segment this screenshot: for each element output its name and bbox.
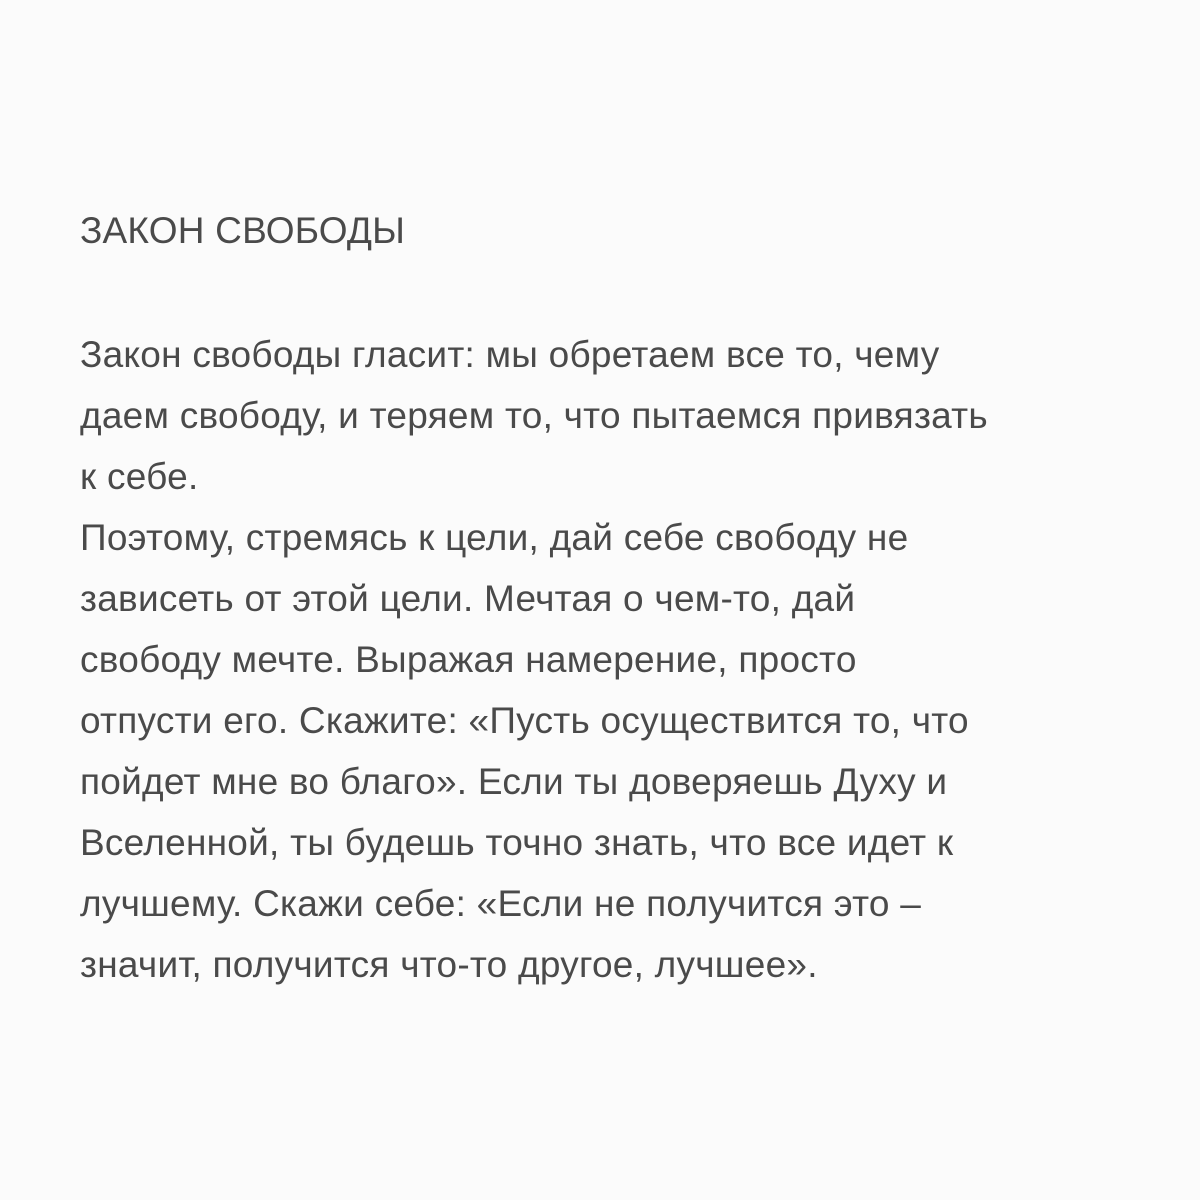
note-line: Закон свободы гласит: мы обретаем все то, чему: [80, 334, 940, 375]
note-line: зависеть от этой цели. Мечтая о чем-то, дай: [80, 578, 856, 619]
note-line: Поэтому, стремясь к цели, дай себе свободу не: [80, 517, 909, 558]
note-body: [80, 324, 1140, 995]
note-content: [80, 200, 1140, 995]
note-line: свободу мечте. Выражая намерение, просто: [80, 639, 857, 680]
note-line: отпусти его. Скажите: «Пусть осуществится то, что: [80, 700, 969, 741]
note-line: даем свободу, и теряем то, что пытаемся привязать: [80, 395, 988, 436]
note-line: Вселенной, ты будешь точно знать, что все идет к: [80, 822, 954, 863]
note-title: ЗАКОН СВОБОДЫ: [80, 210, 406, 251]
note-line: к себе.: [80, 456, 199, 497]
note-line: пойдет мне во благо». Если ты доверяешь Духу и: [80, 761, 948, 802]
note-line: значит, получится что-то другое, лучшее».: [80, 944, 818, 985]
note-line: лучшему. Скажи себе: «Если не получится это –: [80, 883, 922, 924]
